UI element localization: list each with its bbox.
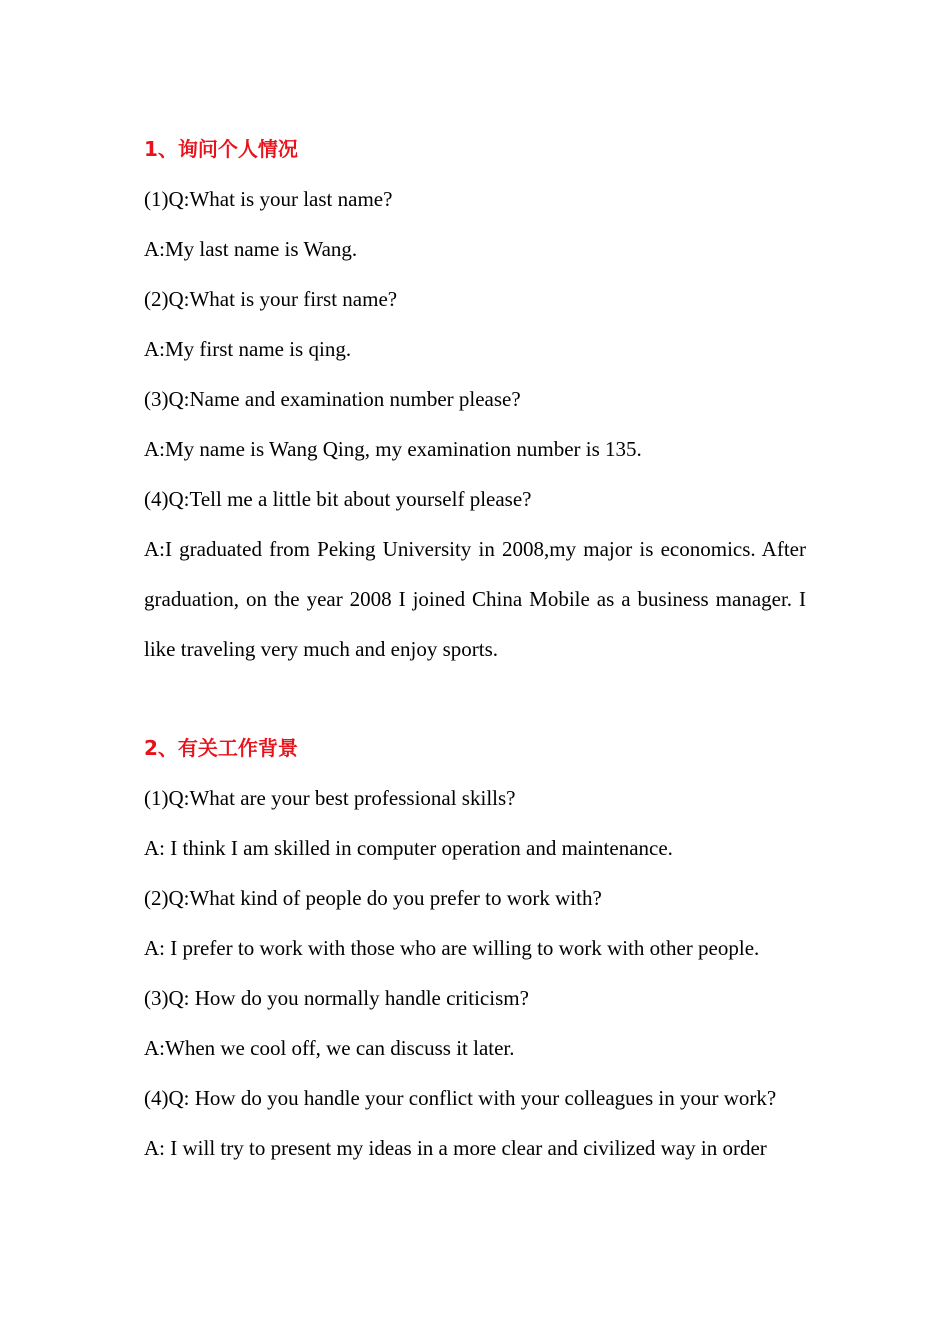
section-2-answer-2: A: I prefer to work with those who are willing to work with other people. [144,936,760,960]
section-1-answer-4: A:I graduated from Peking University in 2008,my major is economics. After graduation, on the year 2008 I joined China Mobile as a business manager. I like traveling very much and enjoy sports. [144,537,806,661]
section-2-heading: 2、有关工作背景 [144,736,298,760]
document-page [144,124,806,1173]
section-spacer [144,674,806,723]
section-2-question-4: (4)Q: How do you handle your conflict with your colleagues in your work? [144,1086,777,1110]
section-1-answer-3: A:My name is Wang Qing, my examination number is 135. [144,437,642,461]
section-2-question-2: (2)Q:What kind of people do you prefer to work with? [144,886,602,910]
section-1-question-1: (1)Q:What is your last name? [144,187,393,211]
section-1-question-2: (2)Q:What is your first name? [144,287,398,311]
section-1-heading: 1、询问个人情况 [144,137,298,161]
section-2-question-1: (1)Q:What are your best professional skills? [144,786,516,810]
section-2-answer-4: A: I will try to present my ideas in a more clear and civilized way in order [144,1136,767,1160]
section-1-answer-1: A:My last name is Wang. [144,237,358,261]
section-2-answer-3: A:When we cool off, we can discuss it later. [144,1036,515,1060]
section-1-answer-2: A:My first name is qing. [144,337,352,361]
section-1-question-4: (4)Q:Tell me a little bit about yourself please? [144,487,532,511]
section-2-answer-1: A: I think I am skilled in computer operation and maintenance. [144,836,673,860]
section-1-question-3: (3)Q:Name and examination number please? [144,387,521,411]
section-2-question-3: (3)Q: How do you normally handle criticism? [144,986,529,1010]
